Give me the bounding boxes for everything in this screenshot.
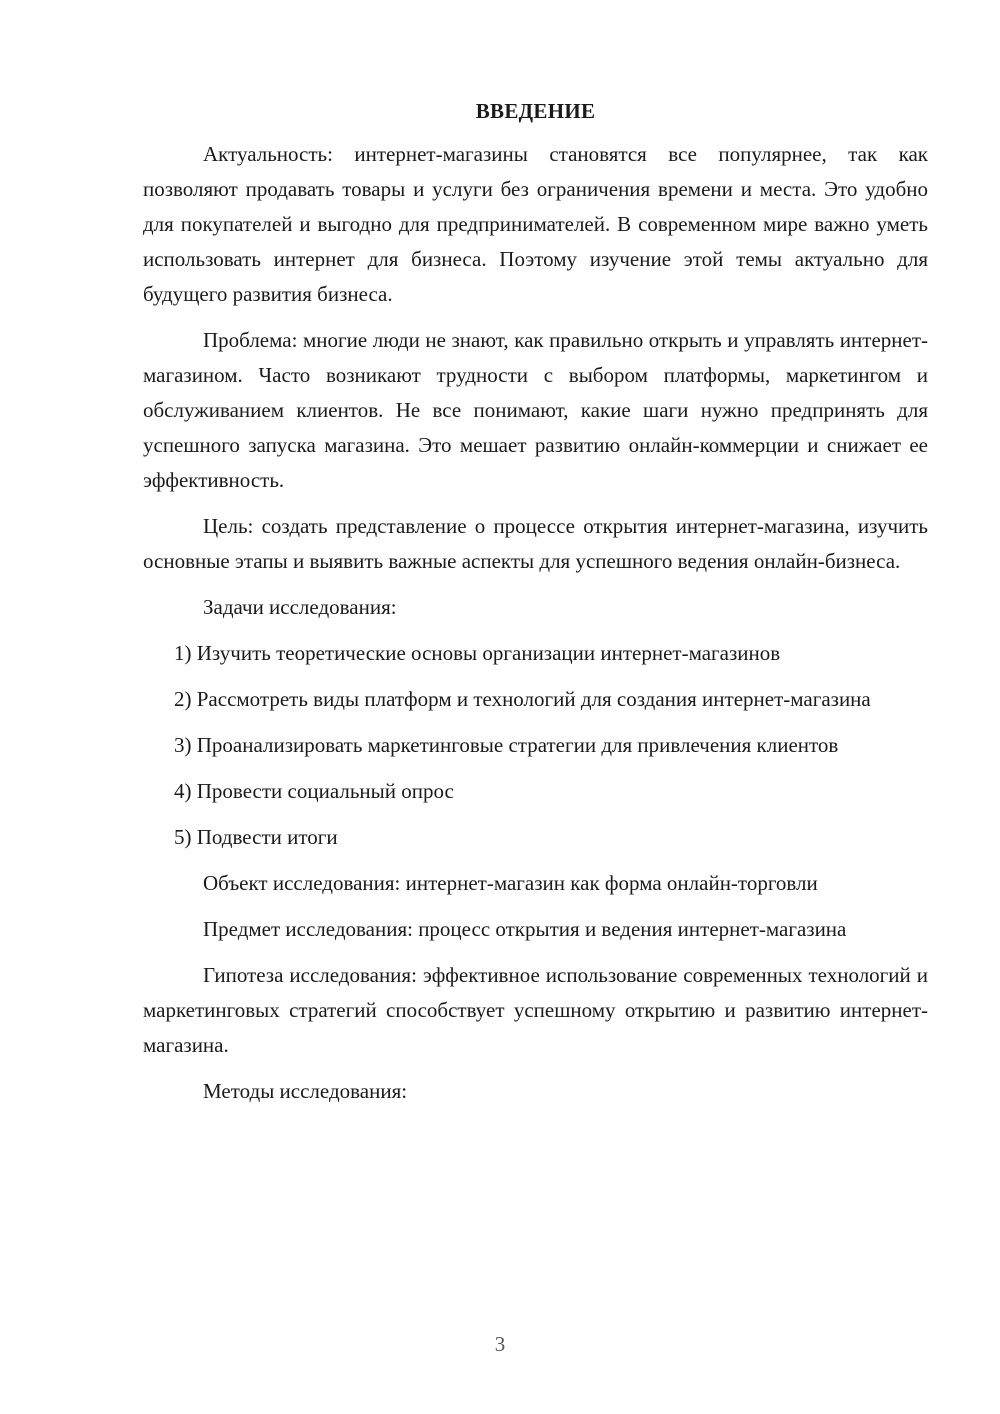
tasks-heading: Задачи исследования: xyxy=(203,595,397,619)
task-item-4: 4) Провести социальный опрос xyxy=(174,779,454,803)
goal-paragraph: Цель: создать представление о процессе открытия интернет-магазина, изучить основные этапы и выявить важные аспекты для успешного ведения онлайн-бизнеса. xyxy=(143,514,928,573)
subject-paragraph: Предмет исследования: процесс открытия и ведения интернет-магазина xyxy=(203,917,847,941)
task-item-1: 1) Изучить теоретические основы организации интернет-магазинов xyxy=(174,641,781,665)
problem-paragraph: Проблема: многие люди не знают, как правильно открыть и управлять интернет-магазином. Часто возникают трудности с выбором платформы, маркетингом и обслуживанием клиентов. Не все понимают, какие шаги нужно предпринять для успешного запуска магазина. Это мешает развитию онлайн-коммерции и снижает ее эффективность. xyxy=(143,328,928,492)
relevance-paragraph: Актуальность: интернет-магазины становятся все популярнее, так как позволяют продавать товары и услуги без ограничения времени и места. Это удобно для покупателей и выгодно для предпринимателей. В современном мире важно уметь использовать интернет для бизнеса. Поэтому изучение этой темы актуально для будущего развития бизнеса. xyxy=(143,142,928,306)
hypothesis-paragraph: Гипотеза исследования: эффективное использование современных технологий и маркетинговых стратегий способствует успешному открытию и развитию интернет-магазина. xyxy=(143,963,928,1057)
methods-heading: Методы исследования: xyxy=(203,1079,408,1103)
task-item-5: 5) Подвести итоги xyxy=(174,825,338,849)
page-number: 3 xyxy=(494,1332,506,1356)
section-title: ВВЕДЕНИЕ xyxy=(475,99,596,123)
task-item-2: 2) Рассмотреть виды платформ и технологий для создания интернет-магазина xyxy=(174,687,871,711)
document-page xyxy=(143,94,928,1120)
task-item-3: 3) Проанализировать маркетинговые стратегии для привлечения клиентов xyxy=(174,733,839,757)
object-paragraph: Объект исследования: интернет-магазин как форма онлайн-торговли xyxy=(203,871,818,895)
